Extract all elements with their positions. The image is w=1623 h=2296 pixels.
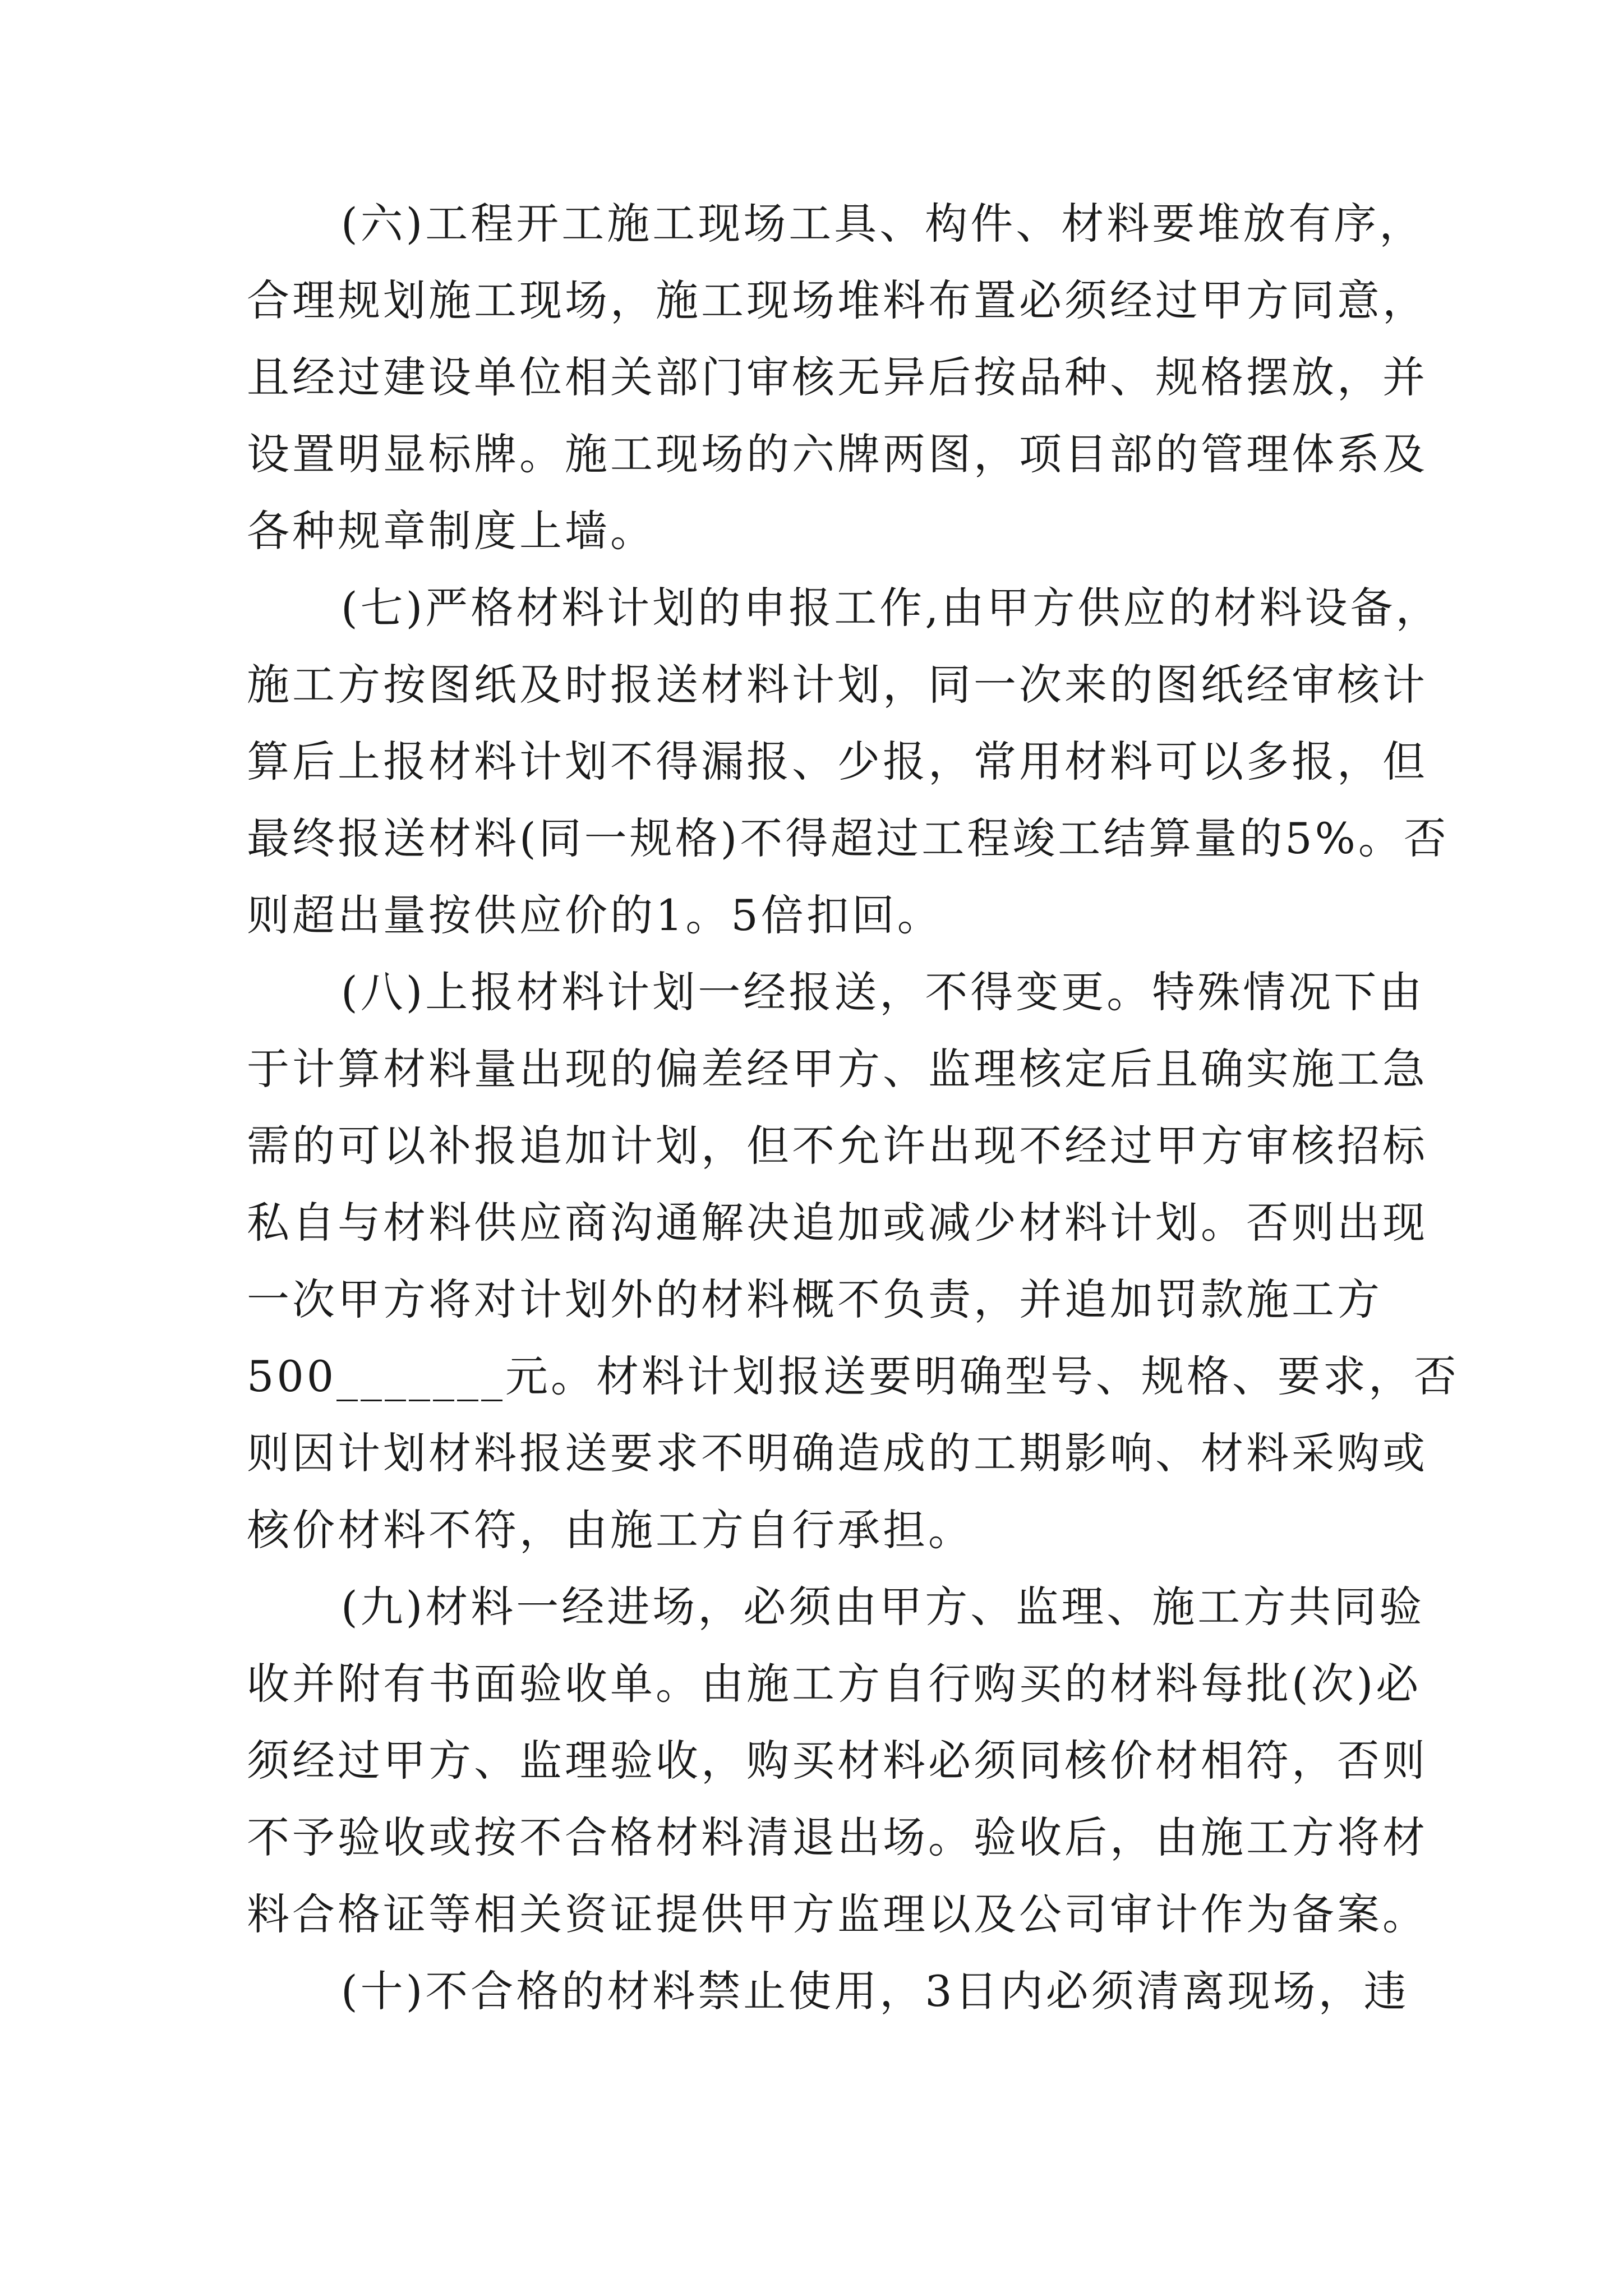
paragraph-9-line-4: 不予验收或按不合格材料清退出场。验收后，由施工方将材 [247, 1812, 1428, 1862]
paragraph-7-line-2: 施工方按图纸及时报送材料计划，同一次来的图纸经审核计 [247, 660, 1428, 710]
paragraph-6-line-5: 各种规章制度上墙。 [247, 506, 656, 556]
paragraph-6-line-4: 设置明显标牌。施工现场的六牌两图，项目部的管理体系及 [247, 429, 1428, 479]
paragraph-6-line-2: 合理规划施工现场，施工现场堆料布置必须经过甲方同意， [247, 275, 1428, 325]
paragraph-10-line-1: (十)不合格的材料禁止使用，3日内必须清离现场，违 [341, 1966, 1409, 2016]
paragraph-8-line-2: 于计算材料量出现的偏差经甲方、监理核定后且确实施工急 [247, 1044, 1428, 1094]
paragraph-9-line-3: 须经过甲方、监理验收，购买材料必须同核价材相符，否则 [247, 1736, 1428, 1786]
paragraph-6-line-1: (六)工程开工施工现场工具、构件、材料要堆放有序， [341, 199, 1425, 249]
paragraph-8-line-8: 核价材料不符，由施工方自行承担。 [247, 1505, 974, 1555]
paragraph-7-line-5: 则超出量按供应价的1。5倍扣回。 [247, 890, 943, 940]
paragraph-9-line-1: (九)材料一经进场，必须由甲方、监理、施工方共同验 [341, 1582, 1425, 1632]
paragraph-9-line-5: 料合格证等相关资证提供甲方监理以及公司审计作为备案。 [247, 1889, 1428, 1939]
document-body [247, 185, 1460, 2030]
paragraph-6-line-3: 且经过建设单位相关部门审核无异后按品种、规格摆放，并 [247, 352, 1428, 402]
paragraph-8-line-4: 私自与材料供应商沟通解决追加或减少材料计划。否则出现 [247, 1198, 1428, 1248]
paragraph-8-line-7: 则因计划材料报送要求不明确造成的工期影响、材料采购或 [247, 1428, 1428, 1478]
paragraph-7-line-3: 算后上报材料计划不得漏报、少报，常用材料可以多报，但 [247, 737, 1428, 786]
paragraph-8-line-5: 一次甲方将对计划外的材料概不负责，并追加罚款施工方 [247, 1274, 1382, 1324]
paragraph-8-line-3: 需的可以补报追加计划，但不允许出现不经过甲方审核招标 [247, 1121, 1428, 1171]
paragraph-7-line-1: (七)严格材料计划的申报工作,由甲方供应的材料设备， [341, 583, 1441, 633]
paragraph-7-line-4: 最终报送材料(同一规格)不得超过工程竣工结算量的5%。否 [247, 813, 1449, 863]
paragraph-9-line-2: 收并附有书面验收单。由施工方自行购买的材料每批(次)必 [247, 1659, 1422, 1709]
paragraph-8-line-1: (八)上报材料计划一经报送，不得变更。特殊情况下由 [341, 967, 1425, 1017]
paragraph-8-line-6: 500_______元。材料计划报送要明确型号、规格、要求，否 [247, 1351, 1460, 1401]
